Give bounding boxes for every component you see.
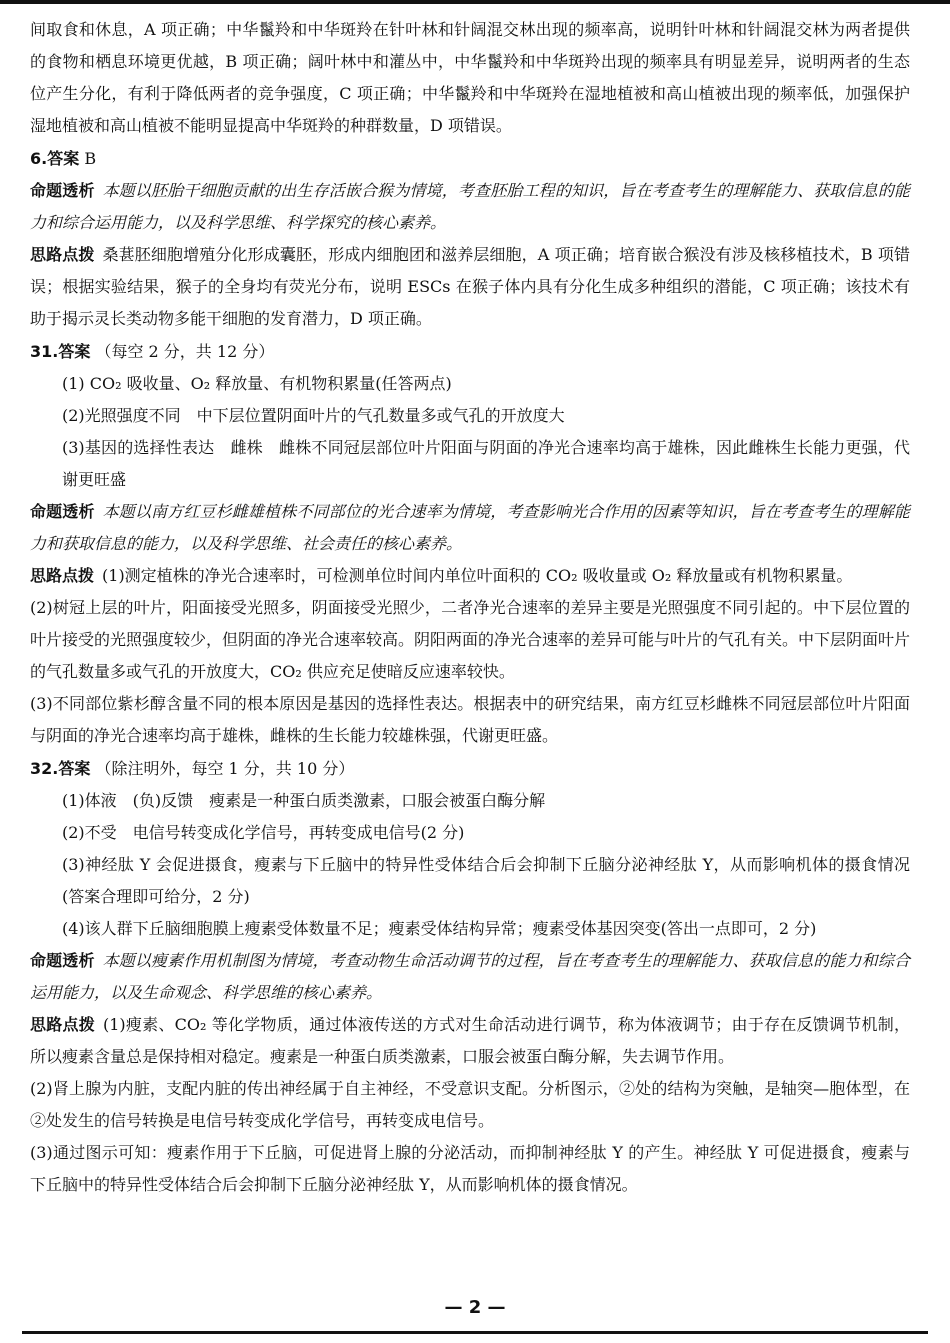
q32-analysis-label: 命题透析	[30, 951, 95, 970]
q32-score-note: （除注明外，每空 1 分，共 10 分）	[95, 759, 355, 778]
q31-solution-2: (2)树冠上层的叶片，阳面接受光照多，阴面接受光照少，二者净光合速率的差异主要是光照强度不同引起的。中下层位置的叶片接受的光照强度较少，但阴面的净光合速率较高。阴阳两面的净光合速率的差异可能与叶片的气孔有关。中下层阴面叶片的气孔数量多或气孔的开放度大，CO₂ 供应充足使暗反应速率较快。	[30, 598, 911, 681]
q6-number: 6.	[30, 149, 48, 168]
q5-explanation-continued: 间取食和休息，A 项正确；中华鬣羚和中华斑羚在针叶林和针阔混交林出现的频率高，说明针叶林和针阔混交林为两者提供的食物和栖息环境更优越，B 项正确；阔叶林中和灌丛中，中华鬣羚和中华斑羚出现的频率具有明显差异，说明两者的生态位产生分化，有利于降低两者的竞争强度，C 项正确；中华鬣羚和中华斑羚在湿地植被和高山植被出现的频率低，加强保护湿地植被和高山植被不能明显提高中华斑羚的种群数量，D 项错误。	[30, 20, 910, 135]
q32-answer-4: (4)该人群下丘脑细胞膜上瘦素受体数量不足；瘦素受体结构异常；瘦素受体基因突变(答出一点即可，2 分)	[62, 919, 817, 938]
q32-analysis	[30, 945, 910, 1009]
content	[30, 14, 910, 1201]
q6-analysis-label: 命题透析	[30, 181, 95, 200]
q32-answer-3: (3)神经肽 Y 会促进摄食，瘦素与下丘脑中的特异性受体结合后会抑制下丘脑分泌神经肽 Y，从而影响机体的摄食情况(答案合理即可给分，2 分)	[62, 855, 910, 906]
q32-solution-2: (2)肾上腺为内脏，支配内脏的传出神经属于自主神经，不受意识支配。分析图示，②处的结构为突触，是轴突—胞体型，在②处发生的信号转换是电信号转变成化学信号，再转变成电信号。	[30, 1079, 910, 1130]
q31-answer-3: (3)基因的选择性表达 雌株 雌株不同冠层部位叶片阳面与阴面的净光合速率均高于雄株，因此雌株生长能力更强，代谢更旺盛	[62, 438, 910, 489]
q6-solution	[30, 239, 910, 335]
q31-answer-label: 答案	[58, 342, 91, 361]
q31-solution-label: 思路点拨	[30, 566, 95, 585]
q32-solution-3: (3)通过图示可知：瘦素作用于下丘脑，可促进肾上腺的分泌活动，而抑制神经肽 Y 的产生。神经肽 Y 可促进摄食，瘦素与下丘脑中的特异性受体结合后会抑制下丘脑分泌神经肽 Y，从而影响机体的摄食情况。	[30, 1143, 910, 1194]
q6-solution-text: 桑葚胚细胞增殖分化形成囊胚，形成内细胞团和滋养层细胞，A 项正确；培育嵌合猴没有涉及核移植技术，B 项错误；根据实验结果，猴子的全身均有荧光分布，说明 ESCs 在猴子体内具有分化生成多种组织的潜能，C 项正确；该技术有助于揭示灵长类动物多能干细胞的发育潜力，D 项正确。	[30, 245, 910, 328]
q31-analysis	[30, 496, 910, 560]
q31-solution-1	[30, 560, 910, 592]
bottom-rule	[22, 1331, 928, 1334]
q31-number: 31.	[30, 342, 59, 361]
q32-solution-1	[30, 1009, 910, 1073]
q31-answer-2: (2)光照强度不同 中下层位置阴面叶片的气孔数量多或气孔的开放度大	[62, 406, 565, 425]
q6-analysis-text: 本题以胚胎干细胞贡献的出生存活嵌合猴为情境，考查胚胎工程的知识，旨在考查考生的理解能力、获取信息的能力和综合运用能力，以及科学思维、科学探究的核心素养。	[30, 181, 910, 232]
q31-solution-text-1: (1)测定植株的净光合速率时，可检测单位时间内单位叶面积的 CO₂ 吸收量或 O₂ 释放量或有机物积累量。	[102, 566, 853, 585]
q32-number: 32.	[30, 759, 59, 778]
page-number: — 2 —	[444, 1297, 506, 1318]
q31-score-note: （每空 2 分，共 12 分）	[95, 342, 275, 361]
q32-answer-1: (1)体液 (负)反馈 瘦素是一种蛋白质类激素，口服会被蛋白酶分解	[62, 791, 546, 810]
q32-analysis-text: 本题以瘦素作用机制图为情境，考查动物生命活动调节的过程，旨在考查考生的理解能力、获取信息的能力和综合运用能力，以及生命观念、科学思维的核心素养。	[30, 951, 910, 1002]
q6-answer-label: 答案	[47, 149, 80, 168]
q32-answer-2: (2)不受 电信号转变成化学信号，再转变成电信号(2 分)	[62, 823, 465, 842]
q31-answer-1: (1) CO₂ 吸收量、O₂ 释放量、有机物积累量(任答两点)	[62, 374, 452, 393]
q6-solution-label: 思路点拨	[30, 245, 95, 264]
q31-analysis-label: 命题透析	[30, 502, 95, 521]
top-rule	[0, 0, 950, 4]
q31-analysis-text: 本题以南方红豆杉雌雄植株不同部位的光合速率为情境，考查影响光合作用的因素等知识，旨在考查考生的理解能力和获取信息的能力，以及科学思维、社会责任的核心素养。	[30, 502, 910, 553]
q32-solution-label: 思路点拨	[30, 1015, 95, 1034]
q32-solution-text-1: (1)瘦素、CO₂ 等化学物质，通过体液传送的方式对生命活动进行调节，称为体液调节；由于存在反馈调节机制，所以瘦素含量总是保持相对稳定。瘦素是一种蛋白质类激素，口服会被蛋白酶分解，失去调节作用。	[30, 1015, 910, 1066]
q31-answer	[30, 335, 910, 368]
q32-answer	[30, 752, 910, 785]
q6-answer-value: B	[84, 149, 97, 168]
q6-analysis	[30, 175, 910, 239]
q32-answer-label: 答案	[58, 759, 91, 778]
q6-answer	[30, 142, 910, 175]
q31-solution-3: (3)不同部位紫杉醇含量不同的根本原因是基因的选择性表达。根据表中的研究结果，南方红豆杉雌株不同冠层部位叶片阳面与阴面的净光合速率均高于雄株，雌株的生长能力较雄株强，代谢更旺盛。	[30, 694, 910, 745]
